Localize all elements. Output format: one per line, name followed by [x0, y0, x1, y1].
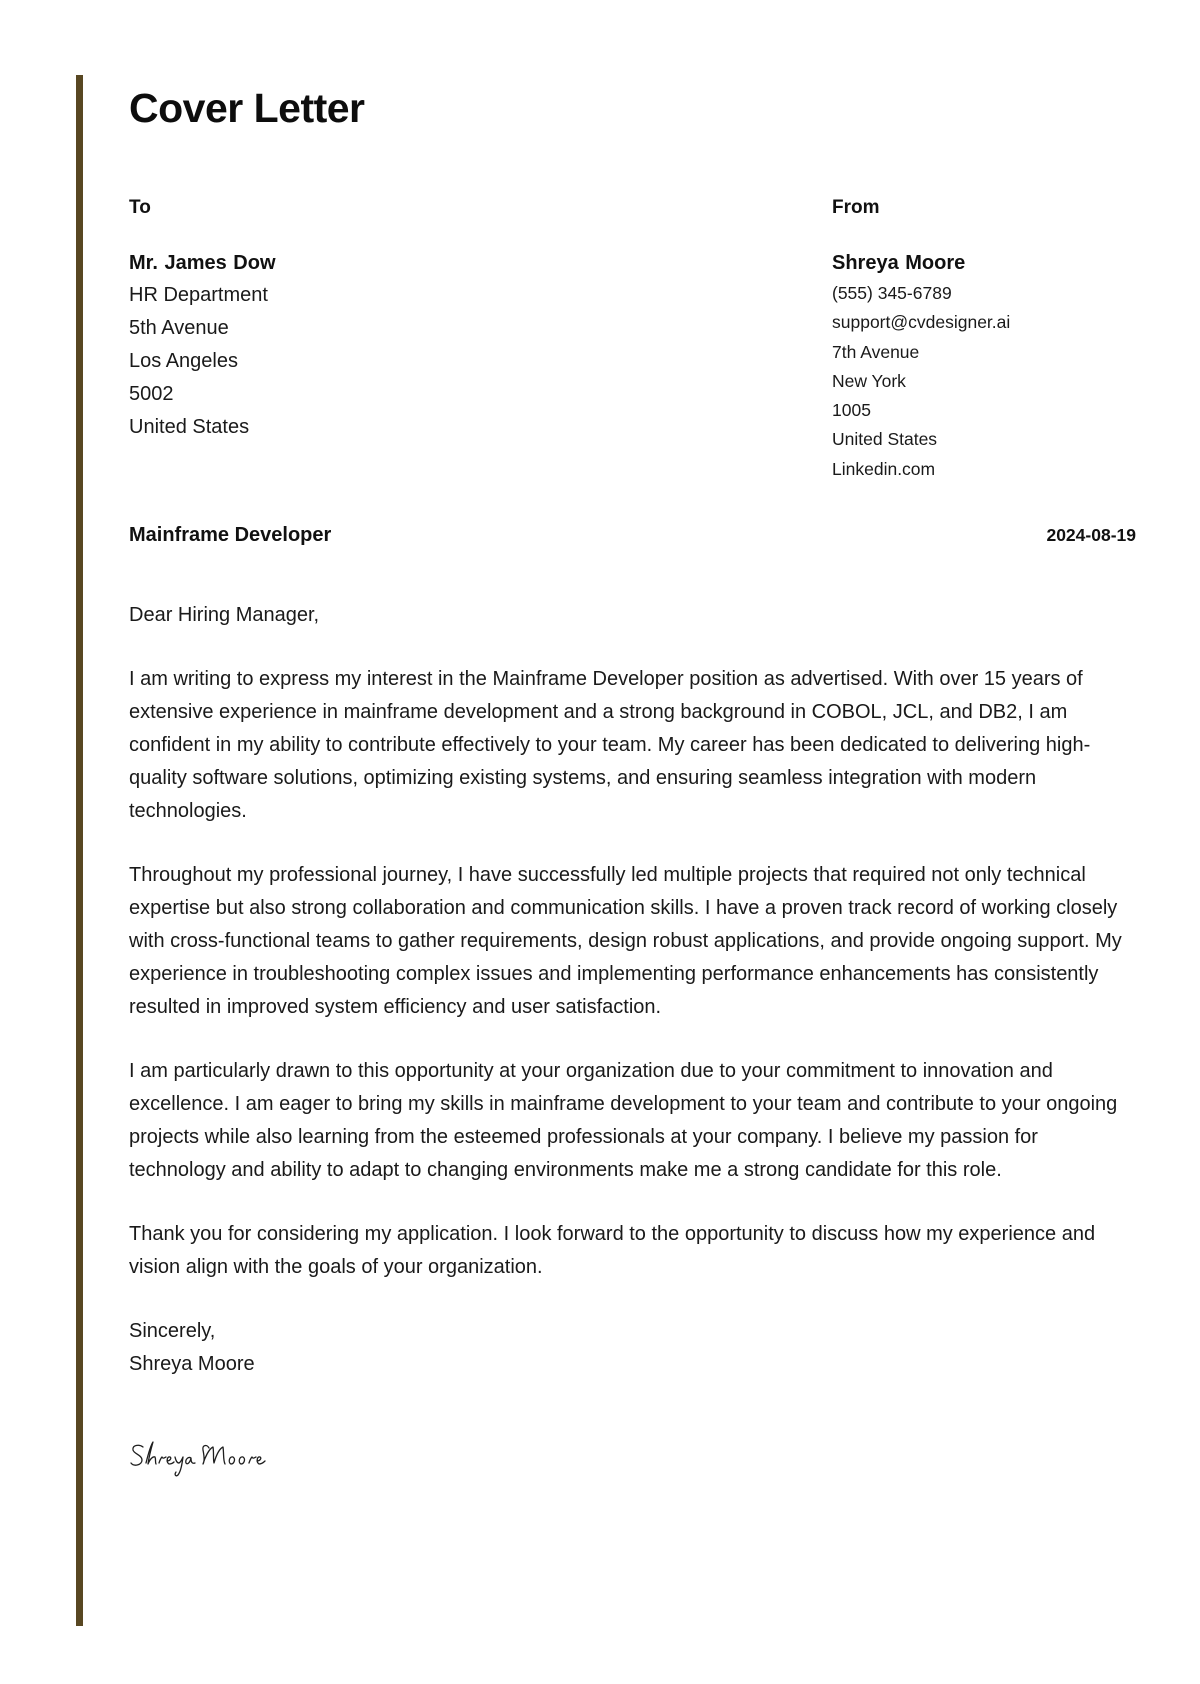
recipient-country: United States — [129, 416, 250, 438]
sender-phone: (555) 345-6789 — [832, 283, 952, 303]
sender-block — [832, 196, 1162, 484]
sender-street: 7th Avenue — [832, 341, 920, 362]
sender-city: New York — [832, 370, 906, 391]
sender-website: Linkedin.com — [832, 458, 936, 479]
body-paragraph: Throughout my professional journey, I have successfully led multiple projects that required not only technical expertise but also strong collaboration and communication skills. I have a proven track record of working closely with cross-functional teams to gather requirements, design robust applications, and provide ongoing support. My experience in troubleshooting complex issues and implementing performance enhancements has consistently resulted in improved system efficiency and user satisfaction. — [129, 864, 1122, 1018]
recipient-city: Los Angeles — [129, 350, 238, 372]
recipient-name: Mr. James Dow — [129, 252, 276, 274]
recipient-block — [129, 196, 629, 444]
body-paragraph: I am writing to express my interest in the Mainframe Developer position as advertised. With over 15 years of extensive experience in mainframe development and a strong background in COBOL, JCL, and DB2, I am confident in my ability to contribute effectively to your team. My career has been dedicated to delivering high-quality software solutions, optimizing existing systems, and ensuring seamless integration with modern technologies. — [129, 668, 1091, 822]
body-paragraph: I am particularly drawn to this opportunity at your organization due to your commitment to innovation and excellence. I am eager to bring my skills in mainframe development to your team and contribute to your ongoing projects while also learning from the esteemed professionals at your company. I believe my passion for technology and ability to adapt to changing environments make me a strong candidate for this role. — [129, 1060, 1118, 1181]
sender-name: Shreya Moore — [832, 252, 966, 274]
recipient-street: 5th Avenue — [129, 317, 229, 339]
job-title: Mainframe Developer — [129, 524, 332, 546]
salutation: Dear Hiring Manager, — [129, 604, 320, 626]
closing: Sincerely, — [129, 1320, 216, 1342]
signer-name: Shreya Moore — [129, 1353, 255, 1375]
body-paragraph: Thank you for considering my application. I look forward to the opportunity to discuss how my experience and vision align with the goals of your organization. — [129, 1223, 1096, 1278]
recipient-postal-code: 5002 — [129, 383, 174, 405]
sender-country: United States — [832, 429, 938, 450]
sender-email: support@cvdesigner.ai — [832, 312, 1011, 333]
letter-body — [129, 599, 1139, 1381]
letter-date: 2024-08-19 — [1046, 525, 1136, 545]
accent-bar — [76, 75, 83, 1626]
recipient-department: HR Department — [129, 284, 268, 306]
page-title: Cover Letter — [129, 85, 365, 131]
from-label: From — [832, 197, 880, 218]
sender-postal-code: 1005 — [832, 400, 871, 421]
to-label: To — [129, 197, 151, 218]
handwritten-signature — [129, 1433, 309, 1481]
